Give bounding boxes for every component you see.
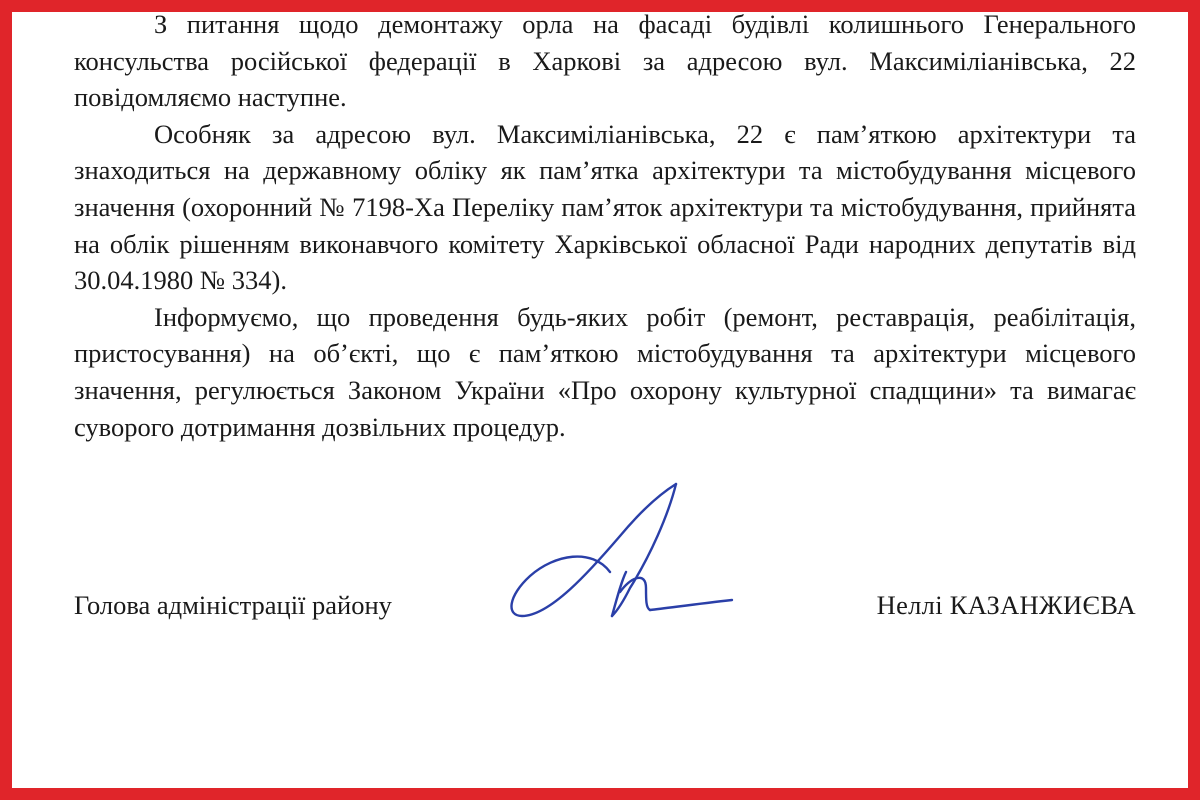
signer-name: Неллі КАЗАНЖИЄВА <box>876 590 1136 620</box>
paragraph-intro: З питання щодо демонтажу орла на фасаді будівлі колишнього Генерального консульства російської федерації в Харкові за адресою вул. Максиміліанівська, 22 повідомляємо наступне. <box>74 9 1136 113</box>
paragraph-monument-status: Особняк за адресою вул. Максиміліанівська, 22 є пам’яткою архітектури та знаходиться на державному обліку як пам’ятка архітектури та містобудування місцевого значення (охоронний № 7198-Ха Переліку пам’яток архітектури та містобудування, прийнята на облік рішенням виконавчого комітету Харківської обласної Ради народних депутатів від 30.04.1980 № 334). <box>74 118 1136 296</box>
handwritten-signature <box>500 476 750 626</box>
paragraph-legal-notice: Інформуємо, що проведення будь-яких робіт (ремонт, реставрація, реабілітація, пристосування) на об’єкті, що є пам’яткою містобудування та архітектури місцевого значення, регулюється Законом України «Про охорону культурної спадщини» та вимагає суворого дотримання дозвільних процедур. <box>74 301 1136 442</box>
signer-position: Голова адміністрації району <box>74 590 392 620</box>
letter-body <box>74 6 1136 445</box>
